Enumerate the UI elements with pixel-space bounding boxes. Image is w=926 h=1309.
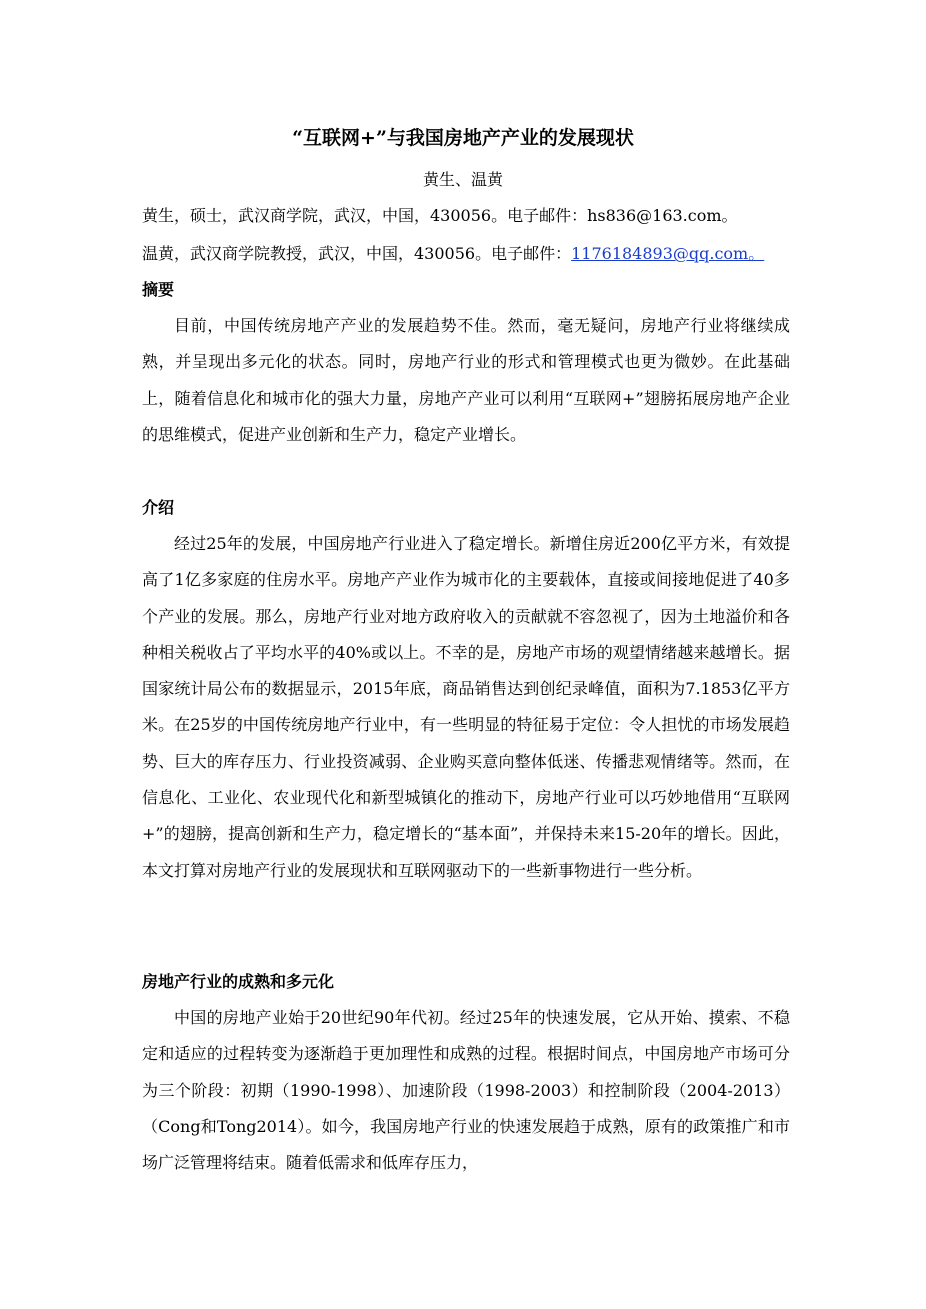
affiliation-text: 黄生，硕士，武汉商学院，武汉，中国，430056。电子邮件：hs836@163.com。: [142, 206, 738, 225]
email-link[interactable]: 1176184893@qq.com。: [571, 244, 765, 263]
paper-title: “互联网+”与我国房地产产业的发展现状: [292, 127, 634, 149]
section-heading-maturity: 房地产行业的成熟和多元化: [142, 972, 335, 991]
abstract-paragraph: 目前，中国传统房地产产业的发展趋势不佳。然而，毫无疑问，房地产行业将继续成熟，并呈现出多元化的状态。同时，房地产行业的形式和管理模式也更为微妙。在此基础上，随着信息化和城市化的强大力量，房地产产业可以利用“互联网+”翅膀拓展房地产企业的思维模式，促进产业创新和生产力，稳定产业增长。: [142, 316, 790, 444]
affiliation-line: [142, 242, 764, 266]
affiliation-text: 温黄，武汉商学院教授，武汉，中国，430056。电子邮件：: [142, 244, 572, 263]
section-heading-introduction: 介绍: [142, 498, 175, 517]
affiliation-line: [142, 204, 738, 228]
maturity-paragraph: 中国的房地产业始于20世纪90年代初。经过25年的快速发展，它从开始、摸索、不稳定和适应的过程转变为逐渐趋于更加理性和成熟的过程。根据时间点，中国房地产市场可分为三个阶段：初期（1990-1998）、加速阶段（1998-2003）和控制阶段（2004-2013）（Cong和Tong2014）。如今，我国房地产行业的快速发展趋于成熟，原有的政策推广和市场广泛管理将结束。随着低需求和低库存压力，: [142, 1008, 790, 1173]
paper-authors: 黄生、温黄: [422, 170, 503, 189]
section-heading-abstract: 摘要: [142, 280, 175, 299]
introduction-paragraph: 经过25年的发展，中国房地产行业进入了稳定增长。新增住房近200亿平方米，有效提高了1亿多家庭的住房水平。房地产产业作为城市化的主要载体，直接或间接地促进了40多个产业的发展。那么，房地产行业对地方政府收入的贡献就不容忽视了，因为土地溢价和各种相关税收占了平均水平的40%或以上。不幸的是，房地产市场的观望情绪越来越增长。据国家统计局公布的数据显示，2015年底，商品销售达到创纪录峰值，面积为7.1853亿平方米。在25岁的中国传统房地产行业中，有一些明显的特征易于定位：令人担忧的市场发展趋势、巨大的库存压力、行业投资减弱、企业购买意向整体低迷、传播悲观情绪等。然而，在信息化、工业化、农业现代化和新型城镇化的推动下，房地产行业可以巧妙地借用“互联网+”的翅膀，提高创新和生产力，稳定增长的“基本面”，并保持未来15-20年的增长。因此，本文打算对房地产行业的发展现状和互联网驱动下的一些新事物进行一些分析。: [142, 534, 790, 880]
